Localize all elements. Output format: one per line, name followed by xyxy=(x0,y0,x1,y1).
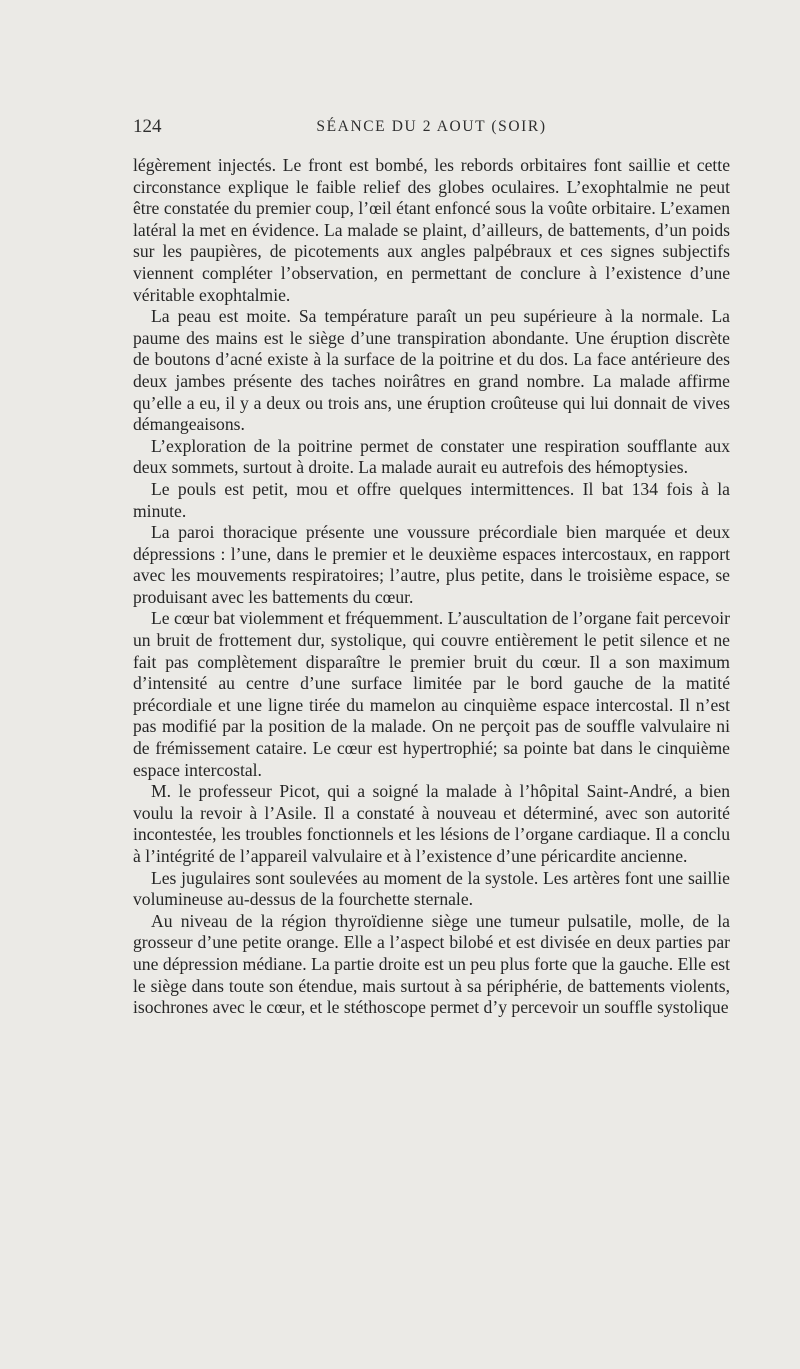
running-head xyxy=(133,116,730,146)
paragraph: L’exploration de la poitrine permet de constater une respiration soufflante aux deux sommets, surtout à droite. La malade aurait eu autrefois des hémoptysies. xyxy=(133,435,730,478)
running-title: SÉANCE DU 2 AOUT (SOIR) xyxy=(316,118,547,135)
body-text xyxy=(133,155,730,1019)
paragraph: légèrement injectés. Le front est bombé, les rebords orbitaires font saillie et cette circonstance explique le faible relief des globes oculaires. L’exophtalmie ne peut être constatée du premier coup, l’œil étant enfoncé sous la voûte orbitaire. L’examen latéral la met en évidence. La malade se plaint, d’ailleurs, de battements, d’un poids sur les paupières, de picotements aux angles palpébraux et ces signes subjectifs viennent compléter l’observation, en permettant de conclure à l’existence d’une véritable exophtalmie. xyxy=(133,155,730,305)
paragraph: Au niveau de la région thyroïdienne siège une tumeur pulsatile, molle, de la grosseur d’une petite orange. Elle a l’aspect bilobé et est divisée en deux parties par une dépression médiane. La partie droite est un peu plus forte que la gauche. Elle est le siège dans toute son étendue, mais surtout à sa périphérie, de battements violents, isochrones avec le cœur, et le stéthoscope permet d’y percevoir un souffle systolique xyxy=(133,910,730,1018)
paragraph: Les jugulaires sont soulevées au moment de la systole. Les artères font une saillie volumineuse au-dessus de la fourchette sternale. xyxy=(133,867,730,910)
paragraph: La peau est moite. Sa température paraît un peu supérieure à la normale. La paume des mains est le siège d’une transpiration abondante. Une éruption discrète de boutons d’acné existe à la surface de la poitrine et du dos. La face antérieure des deux jambes présente des taches noirâtres en grand nombre. La malade affirme qu’elle a eu, il y a deux ou trois ans, une éruption croûteuse qui lui donnait de vives démangeaisons. xyxy=(133,306,730,435)
paragraph: Le cœur bat violemment et fréquemment. L’auscultation de l’organe fait percevoir un bruit de frottement dur, systolique, qui couvre entièrement le petit silence et ne fait pas complètement disparaître le premier bruit du cœur. Il a son maximum d’intensité au centre d’une surface limitée par le bord gauche de la matité précordiale et une ligne tirée du mamelon au cinquième espace intercostal. Il n’est pas modifié par la position de la malade. On ne perçoit pas de souffle valvulaire ni de frémissement cataire. Le cœur est hypertrophié; sa pointe bat dans le cinquième espace intercostal. xyxy=(133,608,730,780)
paragraph: M. le professeur Picot, qui a soigné la malade à l’hôpital Saint-André, a bien voulu la revoir à l’Asile. Il a constaté à nouveau et déterminé, avec son autorité incontestée, les troubles fonctionnels et les lésions de l’organe cardiaque. Il a conclu à l’intégrité de l’appareil valvulaire et à l’existence d’une péricardite ancienne. xyxy=(133,781,730,866)
paragraph: Le pouls est petit, mou et offre quelques intermittences. Il bat 134 fois à la minute. xyxy=(133,478,730,521)
page-number: 124 xyxy=(133,116,162,137)
paragraph: La paroi thoracique présente une voussure précordiale bien marquée et deux dépressions : l’une, dans le premier et le deuxième espaces intercostaux, en rapport avec les mouvements respiratoires; l’autre, plus petite, dans le troisième espace, se produisant avec les battements du cœur. xyxy=(133,522,730,607)
